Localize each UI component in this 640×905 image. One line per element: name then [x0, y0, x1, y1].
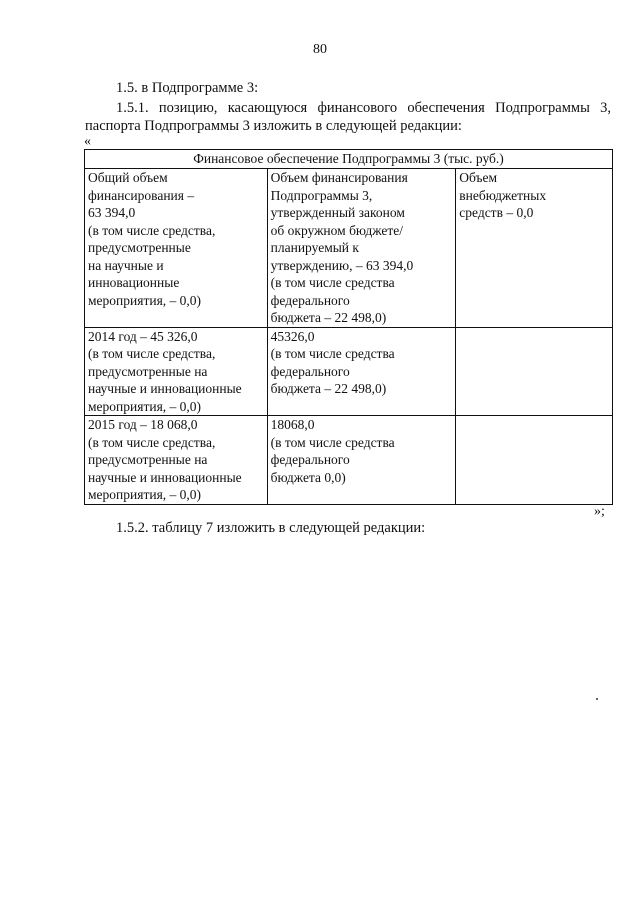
table-row [85, 327, 613, 416]
financing-table [84, 149, 613, 505]
cell-text: 18068,0 (в том числе средства федерального бюджета 0,0) [270, 417, 395, 485]
table-cell [85, 169, 268, 328]
table-cell [267, 327, 456, 416]
paragraph-1-5-1: 1.5.1. позицию, касающуюся финансового обеспечения Подпрограммы 3, паспорта Подпрограммы 3 изложить в следующей редакции: [85, 100, 611, 134]
opening-quote-mark: « [84, 134, 91, 149]
table-header: Финансовое обеспечение Подпрограммы 3 (тыс. руб.) [85, 150, 613, 169]
table-row [85, 416, 613, 505]
closing-quote-mark: »; [594, 504, 605, 519]
cell-text: 2014 год – 45 326,0 (в том числе средства, предусмотренные на научные и инновационные мероприятия, – 0,0) [88, 328, 242, 414]
table-header-row [85, 150, 613, 169]
cell-text: Объем внебюджетных средств – 0,0 [459, 170, 547, 220]
table-cell [456, 416, 613, 505]
page-number: 80 [313, 42, 327, 57]
cell-text: 45326,0 (в том числе средства федерального бюджета – 22 498,0) [270, 328, 395, 396]
paragraph-1-5-2: 1.5.2. таблицу 7 изложить в следующей редакции: [116, 520, 426, 536]
table-cell [267, 169, 456, 328]
table-cell [456, 169, 613, 328]
table-cell [85, 327, 268, 416]
cell-text: Общий объем финансирования – 63 394,0 (в том числе средства, предусмотренные на научные и инновационные мероприятия, – 0,0) [88, 170, 216, 308]
cell-text: 2015 год – 18 068,0 (в том числе средства, предусмотренные на научные и инновационные мероприятия, – 0,0) [88, 417, 242, 502]
scan-speck [596, 698, 598, 700]
table-cell [85, 416, 268, 505]
table-row [85, 169, 613, 328]
section-heading: 1.5. в Подпрограмме 3: [116, 80, 259, 96]
table-cell [456, 327, 613, 416]
cell-text: Объем финансирования Подпрограммы 3, утвержденный законом об окружном бюджете/ планируемый к утверждению, – 63 394,0 (в том числе средства федерального бюджета – 22 498,0) [270, 170, 414, 325]
table-cell [267, 416, 456, 505]
